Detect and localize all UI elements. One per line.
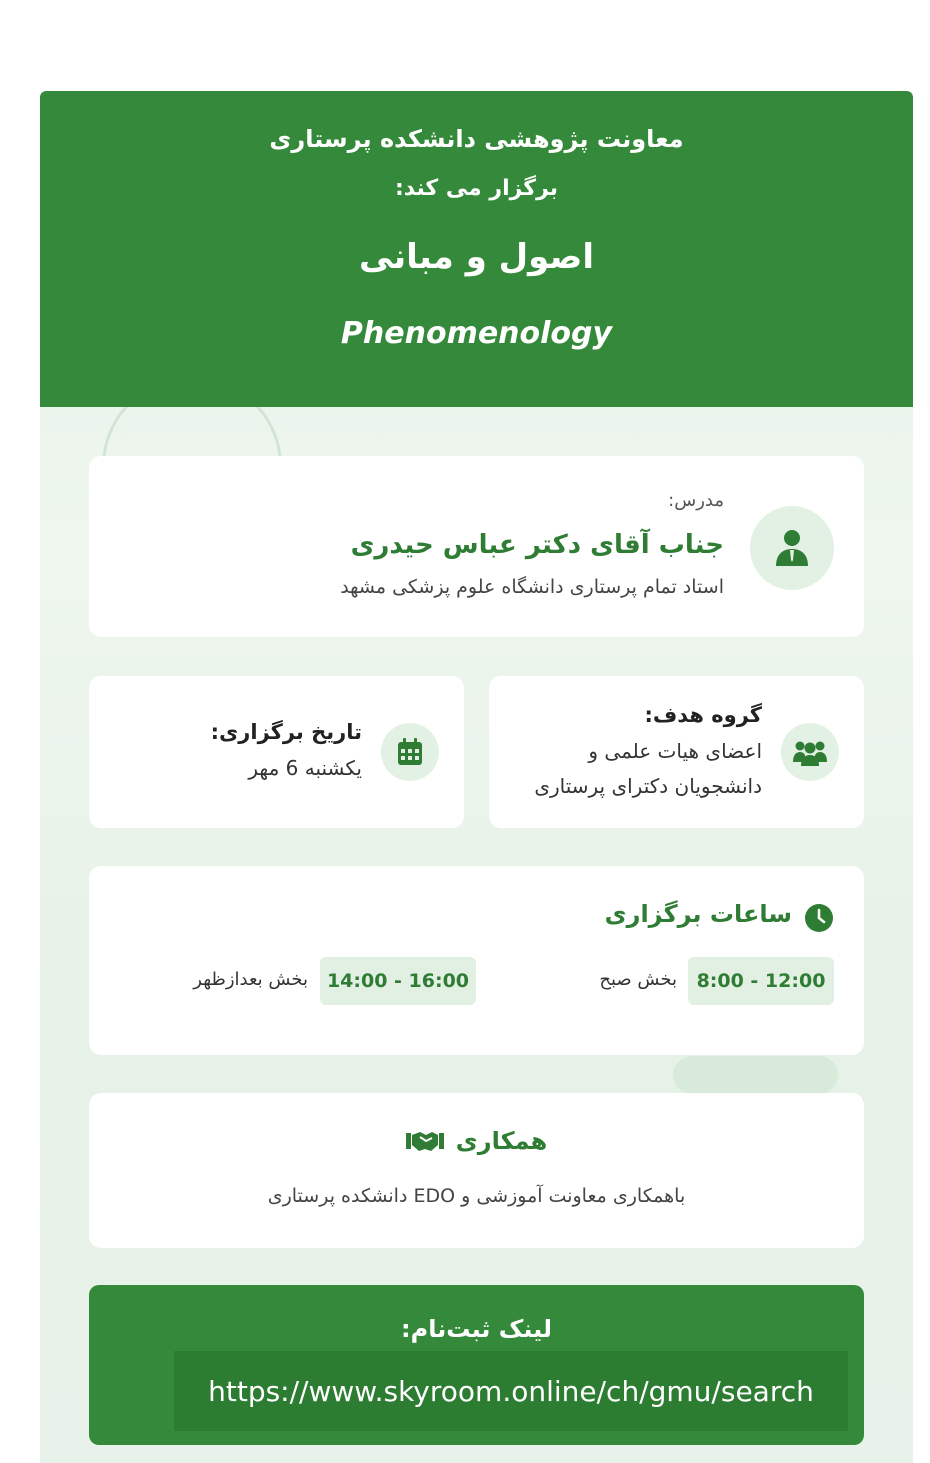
clock-icon bbox=[804, 903, 834, 933]
hours-heading: ساعات برگزاری bbox=[604, 900, 792, 928]
event-title: اصول و مبانی bbox=[359, 237, 594, 277]
collaboration-heading: همکاری bbox=[455, 1127, 548, 1155]
hours-card bbox=[89, 866, 864, 1055]
registration-card bbox=[89, 1285, 864, 1445]
target-group-line-2: دانشجویان دکترای پرستاری bbox=[534, 774, 762, 798]
afternoon-session-label: بخش بعدازظهر bbox=[193, 969, 308, 990]
date-label: تاریخ برگزاری: bbox=[210, 720, 362, 744]
event-subtitle: Phenomenology bbox=[340, 316, 613, 351]
instructor-name: جناب آقای دکتر عباس حیدری bbox=[350, 530, 724, 560]
afternoon-time-badge: 14:00 - 16:00 bbox=[320, 957, 476, 1005]
organizer-text: معاونت پژوهشی دانشکده پرستاری bbox=[269, 125, 684, 153]
user-tie-icon bbox=[750, 506, 834, 590]
registration-link[interactable]: https://www.skyroom.online/ch/gmu/search bbox=[208, 1374, 814, 1408]
instructor-description: استاد تمام پرستاری دانشگاه علوم پزشکی مشهد bbox=[340, 576, 724, 598]
collaboration-heading-row bbox=[89, 1127, 864, 1155]
event-header bbox=[40, 91, 913, 407]
calendar-icon bbox=[381, 723, 439, 781]
users-icon bbox=[781, 723, 839, 781]
decorative-pill bbox=[673, 1056, 838, 1094]
target-group-line-1: اعضای هیات علمی و bbox=[588, 739, 762, 763]
date-card bbox=[89, 676, 464, 828]
instructor-card bbox=[89, 456, 864, 637]
instructor-label: مدرس: bbox=[668, 490, 724, 511]
presents-text: برگزار می کند: bbox=[394, 176, 559, 201]
collaboration-text: باهمکاری معاونت آموزشی و EDO دانشکده پرستاری bbox=[267, 1185, 686, 1207]
date-value: یکشنبه 6 مهر bbox=[248, 756, 362, 780]
collaboration-card bbox=[89, 1093, 864, 1248]
target-group-card bbox=[489, 676, 864, 828]
morning-session-label: بخش صبح bbox=[599, 969, 677, 990]
registration-label: لینک ثبت‌نام: bbox=[401, 1315, 552, 1343]
registration-link-box bbox=[174, 1351, 848, 1431]
target-group-label: گروه هدف: bbox=[644, 703, 762, 727]
handshake-icon bbox=[406, 1129, 444, 1153]
morning-time-badge: 8:00 - 12:00 bbox=[688, 957, 834, 1005]
